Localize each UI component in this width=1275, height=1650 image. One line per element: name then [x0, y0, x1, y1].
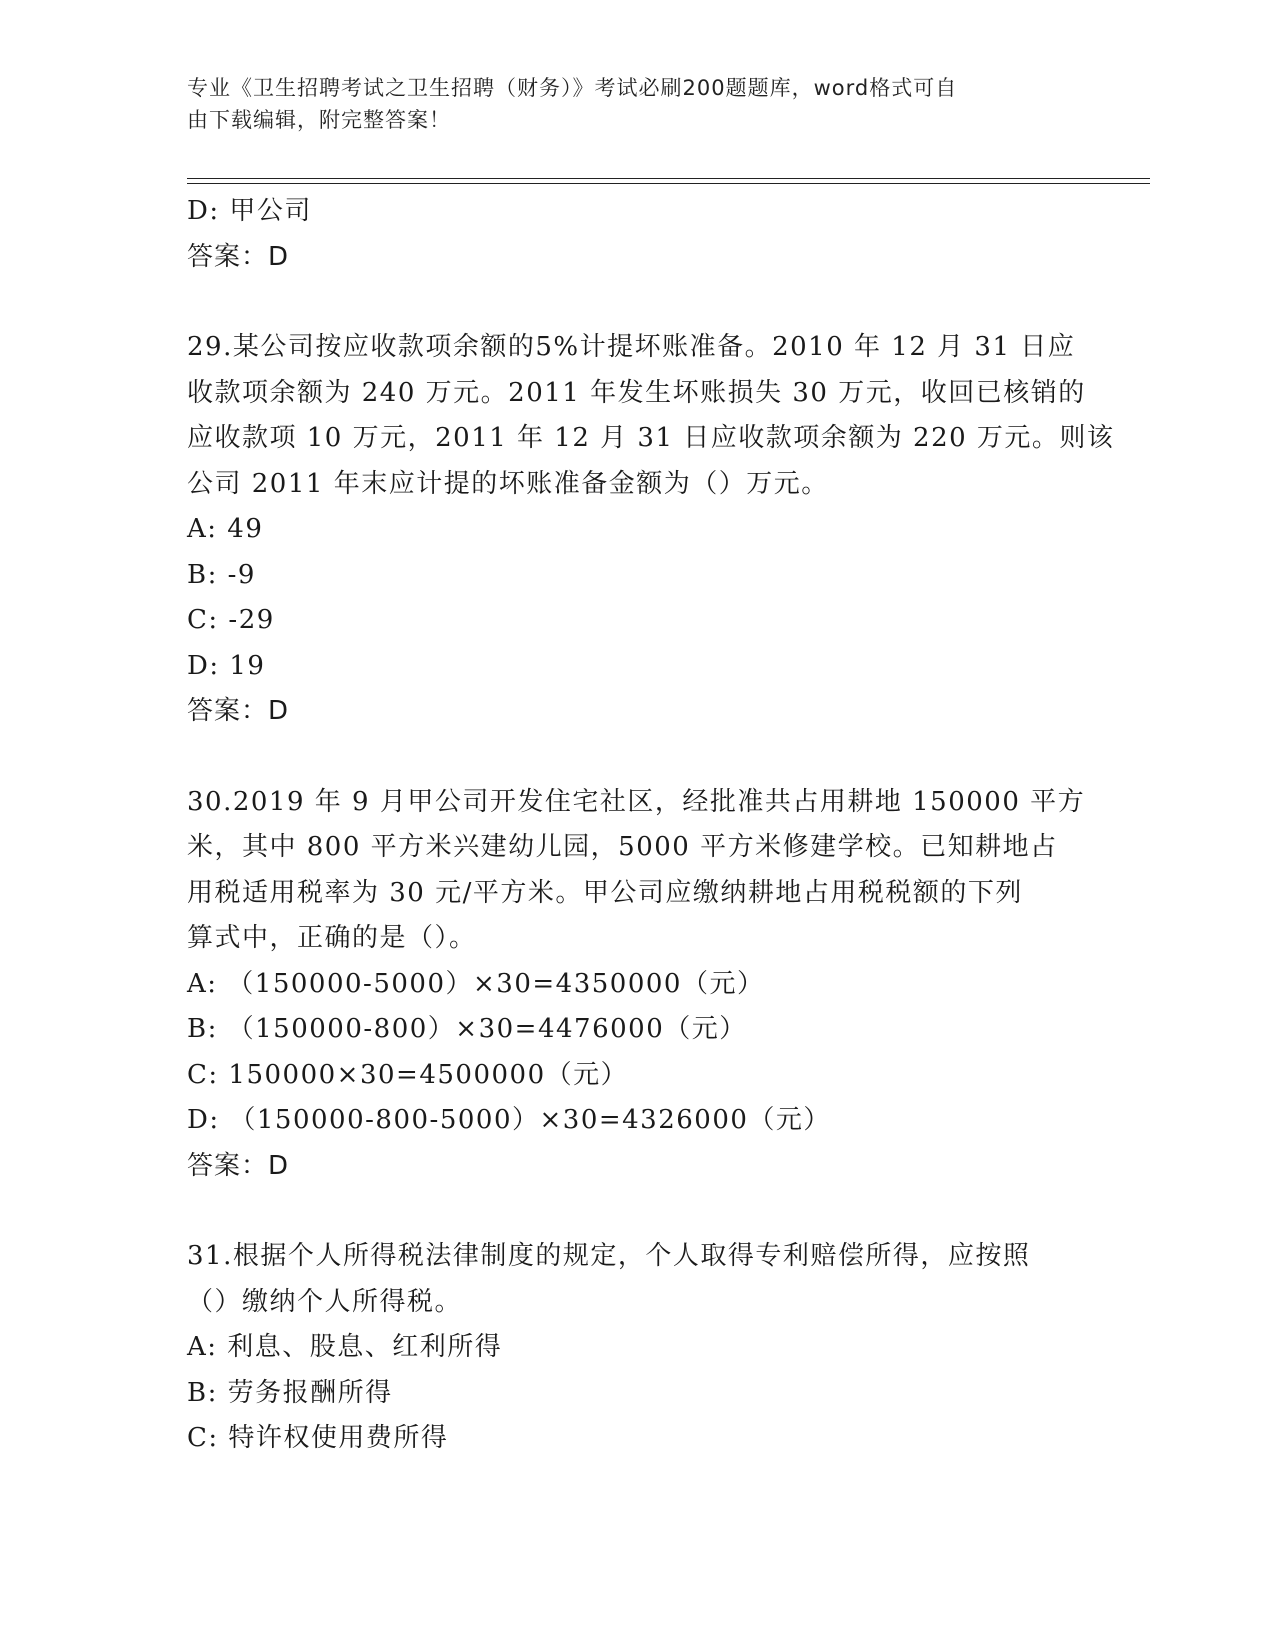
option-b: B: 劳务报酬所得 — [187, 1377, 393, 1408]
document-body — [187, 189, 1115, 1462]
question-text-line: 29.某公司按应收款项余额的5%计提坏账准备。2010 年 12 月 31 日应 — [187, 332, 1076, 362]
question-30 — [187, 780, 1087, 1190]
page-header — [187, 72, 1067, 136]
option-d: D: 甲公司 — [187, 196, 312, 226]
answer-line: 答案：D — [187, 241, 290, 272]
header-divider-top — [187, 178, 1150, 179]
header-divider-bottom — [187, 183, 1150, 184]
question-text-line: 30.2019 年 9 月甲公司开发住宅社区，经批准共占用耕地 150000 平方 — [187, 786, 1086, 817]
option-c: C: 150000×30=4500000（元） — [187, 1059, 629, 1090]
previous-question-tail — [187, 189, 1087, 280]
option-d: D: 19 — [187, 650, 266, 681]
question-text-line: 算式中，正确的是（）。 — [187, 923, 477, 953]
option-a: A: 49 — [187, 514, 264, 544]
option-d: D: （150000-800-5000）×30=4326000（元） — [187, 1105, 831, 1135]
header-line-1: 专业《卫生招聘考试之卫生招聘（财务）》考试必刷200题题库，word格式可自 — [187, 76, 958, 100]
answer-line: 答案：D — [187, 696, 290, 726]
answer-line: 答案：D — [187, 1150, 290, 1181]
question-text-line: 公司 2011 年末应计提的坏账准备金额为（）万元。 — [187, 468, 829, 499]
option-a: A: （150000-5000）×30=4350000（元） — [187, 968, 765, 999]
spacer — [187, 280, 1087, 325]
option-b: B: -9 — [187, 559, 256, 590]
spacer — [187, 1189, 1087, 1234]
question-text-line: 用税适用税率为 30 元/平方米。甲公司应缴纳耕地占用税税额的下列 — [187, 877, 1023, 908]
question-text-line: 31.根据个人所得税法律制度的规定，个人取得专利赔偿所得，应按照 — [187, 1241, 1031, 1271]
option-c: C: -29 — [187, 605, 275, 635]
option-c: C: 特许权使用费所得 — [187, 1423, 449, 1453]
question-31 — [187, 1234, 1087, 1462]
question-29 — [187, 325, 1115, 735]
option-b: B: （150000-800）×30=4476000（元） — [187, 1014, 747, 1044]
question-text-line: 米，其中 800 平方米兴建幼儿园，5000 平方米修建学校。已知耕地占 — [187, 832, 1058, 862]
question-text-line: （）缴纳个人所得税。 — [187, 1286, 463, 1317]
option-a: A: 利息、股息、红利所得 — [187, 1332, 503, 1362]
question-text-line: 应收款项 10 万元，2011 年 12 月 31 日应收款项余额为 220 万元。则该 — [187, 423, 1115, 453]
header-line-2: 由下载编辑，附完整答案！ — [187, 108, 451, 132]
question-text-line: 收款项余额为 240 万元。2011 年发生坏账损失 30 万元，收回已核销的 — [187, 377, 1086, 408]
spacer — [187, 735, 1087, 780]
